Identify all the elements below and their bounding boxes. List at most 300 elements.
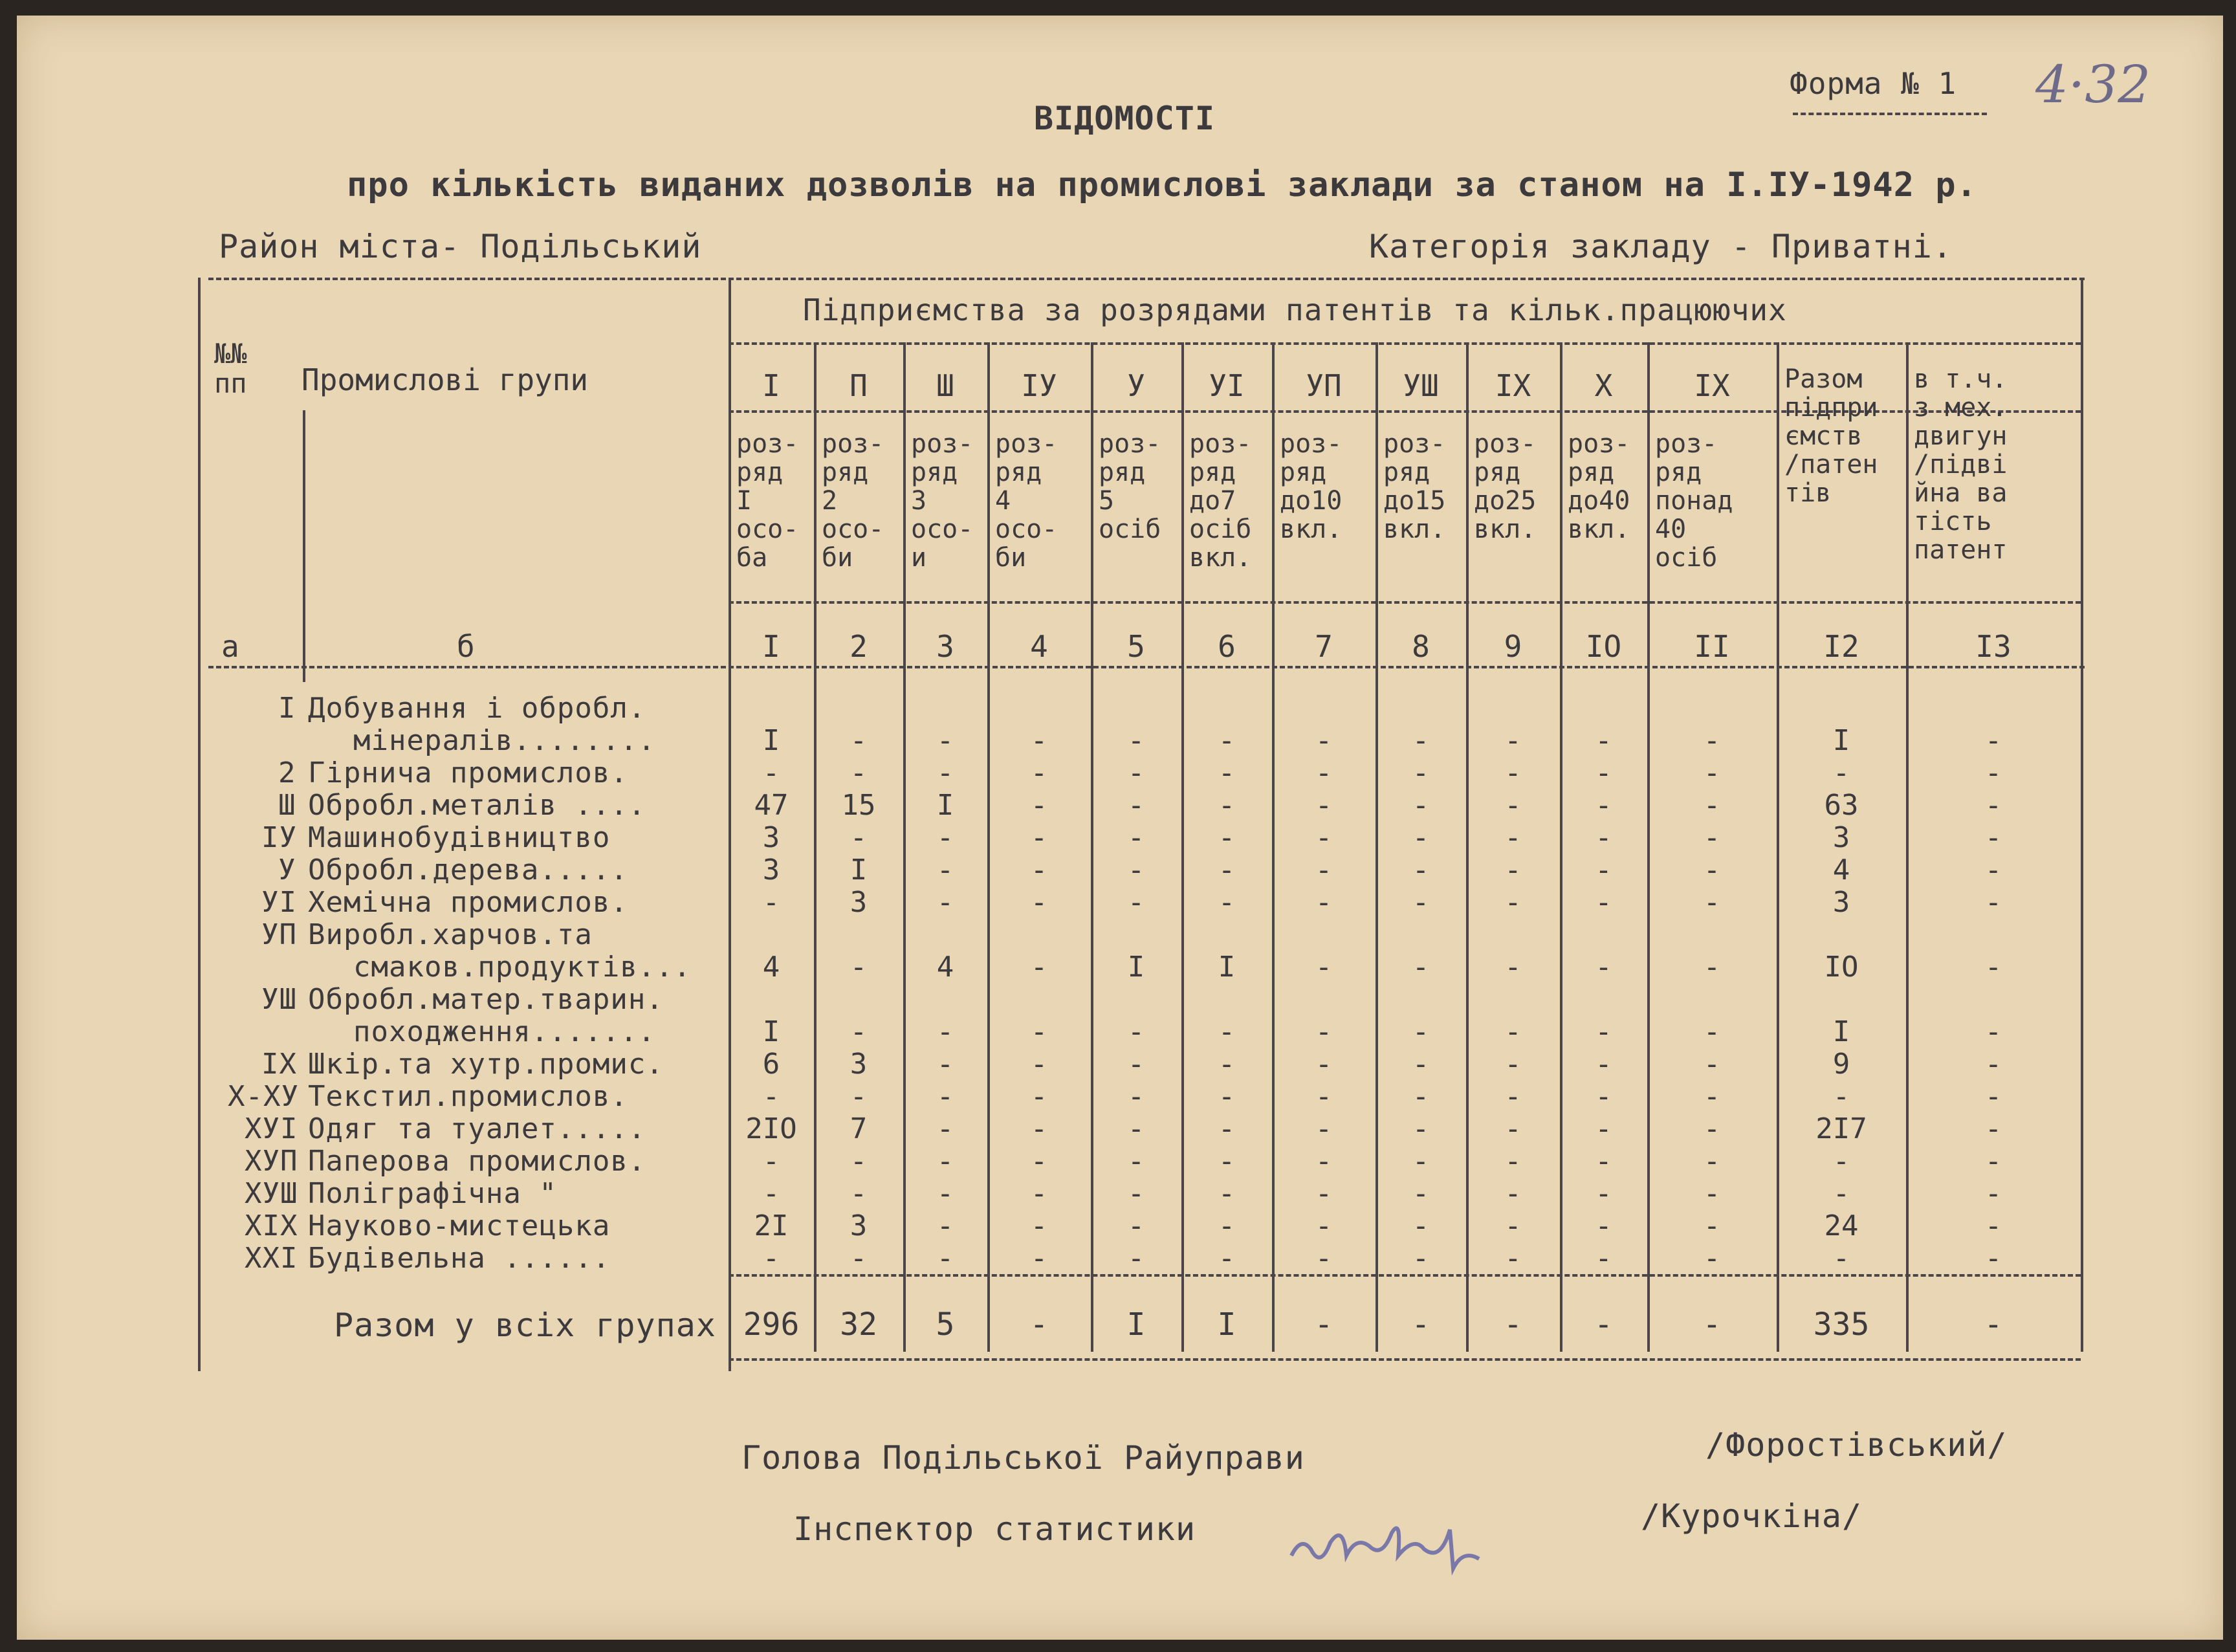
row-value: 4 bbox=[762, 951, 780, 984]
row-value: - bbox=[762, 886, 780, 919]
row-group-name: Обробл.дерева..... bbox=[308, 854, 628, 887]
row-value: I bbox=[762, 1015, 780, 1048]
row-value: - bbox=[1703, 1145, 1721, 1178]
rank-subheader-7: роз- ряд до10 вкл. bbox=[1280, 429, 1343, 544]
row-value: - bbox=[1504, 1242, 1522, 1275]
roman-rank-4: IУ bbox=[1021, 368, 1057, 403]
totals-value: 32 bbox=[840, 1306, 877, 1343]
row-value: - bbox=[1030, 886, 1048, 919]
row-value: - bbox=[1504, 789, 1522, 822]
row-value: - bbox=[762, 756, 780, 789]
form-number-underline bbox=[1793, 113, 1987, 115]
row-value: - bbox=[936, 724, 954, 757]
row-value: 47 bbox=[754, 789, 789, 822]
row-group-name: мінералів........ bbox=[353, 724, 656, 757]
row-value: - bbox=[1127, 821, 1145, 854]
row-value: - bbox=[1412, 1177, 1430, 1210]
rank-subheader-1: роз- ряд I осо- ба bbox=[736, 429, 799, 573]
row-value: - bbox=[1127, 1145, 1145, 1178]
row-value: - bbox=[1218, 724, 1236, 757]
row-value: - bbox=[1832, 1145, 1850, 1178]
totals-value: - bbox=[1702, 1306, 1722, 1343]
row-value: - bbox=[1595, 1048, 1612, 1081]
row-value: I bbox=[1127, 951, 1145, 984]
row-number: УI bbox=[261, 886, 297, 919]
number-header: №№ пп bbox=[214, 338, 247, 399]
row-number: X-XУ bbox=[228, 1080, 299, 1113]
archive-mark: 4·32 bbox=[2035, 54, 2151, 115]
roman-rank-8: УШ bbox=[1403, 368, 1439, 403]
row-group-name: Машинобудівництво bbox=[308, 821, 611, 854]
column-divider bbox=[987, 342, 990, 1352]
rank-subheader-2: роз- ряд 2 осо- би bbox=[822, 429, 884, 573]
total-header: Разом підпри ємств /патен тів bbox=[1784, 364, 1878, 508]
column-divider bbox=[1906, 342, 1909, 1352]
row-value: 24 bbox=[1824, 1209, 1859, 1242]
form-number: Форма № 1 bbox=[1790, 66, 1957, 101]
row-value: - bbox=[1595, 951, 1612, 984]
row-value: - bbox=[1218, 1112, 1236, 1145]
row-value: - bbox=[1595, 854, 1612, 887]
row-value: - bbox=[1832, 1242, 1850, 1275]
row-value: - bbox=[1412, 724, 1430, 757]
row-group-name: Обробл.металів .... bbox=[308, 789, 646, 822]
column-number-3: 3 bbox=[936, 629, 954, 664]
row-value: - bbox=[1595, 1177, 1612, 1210]
row-value: - bbox=[762, 1177, 780, 1210]
rank-subheader-11: роз- ряд понад 40 осіб bbox=[1655, 429, 1733, 573]
row-value: - bbox=[1315, 789, 1333, 822]
row-value: - bbox=[1412, 886, 1430, 919]
row-group-name: Паперова промислов. bbox=[308, 1145, 646, 1178]
column-number-13: I3 bbox=[1975, 629, 2011, 664]
row-value: - bbox=[1030, 1015, 1048, 1048]
row-value: - bbox=[936, 1048, 954, 1081]
row-value: - bbox=[1127, 1015, 1145, 1048]
roman-rank-5: У bbox=[1127, 368, 1145, 403]
row-value: I bbox=[849, 854, 868, 887]
row-value: - bbox=[1127, 1177, 1145, 1210]
row-number: УП bbox=[261, 918, 297, 951]
document-subtitle: про кількість виданих дозволів на промислові заклади за станом на I.IУ-1942 р. bbox=[347, 166, 1977, 204]
row-value: - bbox=[1030, 724, 1048, 757]
row-value: - bbox=[849, 756, 868, 789]
row-value: - bbox=[1703, 821, 1721, 854]
row-value: - bbox=[1703, 756, 1721, 789]
totals-value: 5 bbox=[936, 1306, 955, 1343]
row-value: - bbox=[1832, 1177, 1850, 1210]
row-value: - bbox=[1218, 1080, 1236, 1113]
row-value: - bbox=[1315, 1080, 1333, 1113]
row-value: - bbox=[1412, 1048, 1430, 1081]
row-value: - bbox=[1127, 1209, 1145, 1242]
row-value: - bbox=[1218, 854, 1236, 887]
rank-subheader-6: роз- ряд до7 осіб вкл. bbox=[1189, 429, 1252, 573]
column-divider bbox=[1181, 342, 1184, 1352]
row-value: - bbox=[1984, 1177, 2002, 1210]
row-value: - bbox=[1703, 1242, 1721, 1275]
row-number: XIX bbox=[245, 1209, 298, 1242]
super-header-rule bbox=[729, 342, 2081, 345]
row-group-name: Добування і обробл. bbox=[308, 692, 646, 725]
row-value: - bbox=[936, 1209, 954, 1242]
roman-row-rule bbox=[729, 410, 2081, 413]
row-value: - bbox=[1412, 1242, 1430, 1275]
row-value: - bbox=[1315, 854, 1333, 887]
row-value: - bbox=[1703, 886, 1721, 919]
col-b-divider bbox=[729, 278, 731, 1371]
row-value: - bbox=[1127, 789, 1145, 822]
row-value: - bbox=[1127, 886, 1145, 919]
row-value: - bbox=[1984, 854, 2002, 887]
row-value: 3 bbox=[1832, 886, 1850, 919]
column-divider bbox=[1091, 342, 1093, 1352]
row-number: 2 bbox=[278, 756, 296, 789]
row-value: 7 bbox=[849, 1112, 868, 1145]
row-value: - bbox=[936, 886, 954, 919]
row-value: - bbox=[1030, 1209, 1048, 1242]
column-number-7: 7 bbox=[1315, 629, 1333, 664]
row-value: - bbox=[1218, 756, 1236, 789]
row-value: - bbox=[1595, 789, 1612, 822]
row-value: - bbox=[1218, 1209, 1236, 1242]
totals-value: - bbox=[1504, 1306, 1522, 1343]
row-value: - bbox=[762, 1145, 780, 1178]
row-number: XУI bbox=[245, 1112, 298, 1145]
row-value: - bbox=[1412, 1112, 1430, 1145]
row-value: - bbox=[1030, 756, 1048, 789]
row-value: - bbox=[1315, 1112, 1333, 1145]
col-a-divider bbox=[303, 410, 305, 682]
row-value: - bbox=[1504, 821, 1522, 854]
row-value: - bbox=[1984, 1209, 2002, 1242]
row-value: - bbox=[1984, 821, 2002, 854]
totals-bottom-rule bbox=[729, 1358, 2081, 1361]
roman-rank-2: П bbox=[849, 368, 868, 403]
row-number: IУ bbox=[261, 821, 297, 854]
row-value: - bbox=[1315, 821, 1333, 854]
row-value: I bbox=[936, 789, 954, 822]
column-number-9: 9 bbox=[1504, 629, 1522, 664]
row-value: - bbox=[936, 1242, 954, 1275]
totals-value: I bbox=[1217, 1306, 1236, 1343]
row-value: - bbox=[1984, 1112, 2002, 1145]
head-title: Голова Подільської Райуправи bbox=[741, 1439, 1305, 1477]
row-value: - bbox=[1504, 1177, 1522, 1210]
rank-subheader-5: роз- ряд 5 осіб bbox=[1099, 429, 1161, 544]
row-number: XУШ bbox=[245, 1177, 298, 1210]
row-value: - bbox=[1412, 1209, 1430, 1242]
roman-rank-7: УП bbox=[1306, 368, 1342, 403]
rank-subheader-10: роз- ряд до40 вкл. bbox=[1568, 429, 1630, 544]
row-value: - bbox=[849, 1177, 868, 1210]
row-value: - bbox=[1412, 854, 1430, 887]
row-value: - bbox=[1703, 1080, 1721, 1113]
row-value: - bbox=[1504, 724, 1522, 757]
row-value: - bbox=[1412, 951, 1430, 984]
row-value: - bbox=[1030, 821, 1048, 854]
column-divider bbox=[1560, 342, 1562, 1352]
row-value: - bbox=[1595, 724, 1612, 757]
row-value: - bbox=[1315, 1209, 1333, 1242]
row-value: - bbox=[1030, 951, 1048, 984]
totals-value: - bbox=[1984, 1306, 2003, 1343]
column-divider bbox=[1376, 342, 1378, 1352]
group-header: Промислові групи bbox=[301, 362, 589, 397]
row-value: - bbox=[1218, 1015, 1236, 1048]
row-value: I bbox=[1218, 951, 1236, 984]
totals-value: - bbox=[1314, 1306, 1333, 1343]
row-value: 9 bbox=[1832, 1048, 1850, 1081]
row-value: 3 bbox=[849, 886, 868, 919]
column-number-10: IO bbox=[1585, 629, 1622, 664]
row-value: - bbox=[1595, 1145, 1612, 1178]
rank-subheader-3: роз- ряд 3 осо- и bbox=[911, 429, 974, 573]
totals-value: - bbox=[1411, 1306, 1430, 1343]
roman-rank-9: IX bbox=[1495, 368, 1531, 403]
row-value: - bbox=[1984, 951, 2002, 984]
totals-label: Разом у всіх групах bbox=[334, 1306, 716, 1344]
row-number: Ш bbox=[278, 789, 296, 822]
row-value: - bbox=[1984, 886, 2002, 919]
row-value: - bbox=[1127, 1048, 1145, 1081]
row-value: - bbox=[1218, 789, 1236, 822]
row-value: - bbox=[1218, 886, 1236, 919]
table-left-border bbox=[198, 278, 201, 1371]
row-value: - bbox=[1412, 1080, 1430, 1113]
row-number: IX bbox=[261, 1048, 297, 1081]
row-group-name: Будівельна ...... bbox=[308, 1242, 611, 1275]
row-value: - bbox=[1315, 1177, 1333, 1210]
row-value: - bbox=[936, 1080, 954, 1113]
row-value: 2I bbox=[754, 1209, 789, 1242]
mechanical-header: в т.ч. з мех. двигун /підві йна ва тість патент bbox=[1914, 364, 2008, 565]
row-value: - bbox=[1315, 1015, 1333, 1048]
category-label: Категорія закладу - Приватні. bbox=[1369, 228, 1953, 265]
row-value: - bbox=[936, 1145, 954, 1178]
roman-rank-1: I bbox=[762, 368, 780, 403]
row-group-name: Науково-мистецька bbox=[308, 1209, 611, 1242]
totals-value: - bbox=[1594, 1306, 1613, 1343]
row-value: - bbox=[1984, 789, 2002, 822]
row-value: IO bbox=[1824, 951, 1859, 984]
row-value: - bbox=[1703, 1112, 1721, 1145]
row-value: - bbox=[849, 1080, 868, 1113]
roman-rank-10: X bbox=[1594, 368, 1613, 403]
row-value: - bbox=[1127, 756, 1145, 789]
row-value: - bbox=[1030, 854, 1048, 887]
row-value: - bbox=[1984, 724, 2002, 757]
column-number-5: 5 bbox=[1127, 629, 1145, 664]
head-name: /Форостівський/ bbox=[1705, 1426, 2008, 1464]
inspector-signature bbox=[1285, 1497, 1492, 1588]
row-value: - bbox=[1984, 1145, 2002, 1178]
column-divider bbox=[814, 342, 817, 1352]
column-number-4: 4 bbox=[1030, 629, 1048, 664]
row-value: - bbox=[1504, 854, 1522, 887]
row-value: - bbox=[849, 1242, 868, 1275]
row-value: I bbox=[1832, 1015, 1850, 1048]
row-value: - bbox=[1595, 1209, 1612, 1242]
row-value: - bbox=[1595, 756, 1612, 789]
row-group-name: Обробл.матер.тварин. bbox=[308, 983, 664, 1016]
row-value: - bbox=[1030, 1145, 1048, 1178]
row-value: - bbox=[1030, 1242, 1048, 1275]
row-value: - bbox=[1703, 724, 1721, 757]
row-value: - bbox=[1218, 821, 1236, 854]
row-value: - bbox=[936, 1112, 954, 1145]
totals-value: 335 bbox=[1813, 1306, 1870, 1343]
totals-value: - bbox=[1029, 1306, 1049, 1343]
district-label: Район міста- Подільський bbox=[219, 228, 702, 265]
row-value: - bbox=[1504, 756, 1522, 789]
row-number: XУП bbox=[245, 1145, 298, 1178]
row-value: - bbox=[1030, 1048, 1048, 1081]
row-value: 2I7 bbox=[1815, 1112, 1867, 1145]
row-value: - bbox=[1030, 1080, 1048, 1113]
row-value: - bbox=[1504, 1145, 1522, 1178]
row-value: - bbox=[1315, 724, 1333, 757]
rank-subheader-9: роз- ряд до25 вкл. bbox=[1474, 429, 1537, 544]
rank-subheader-8: роз- ряд до15 вкл. bbox=[1383, 429, 1446, 544]
row-value: 4 bbox=[936, 951, 954, 984]
row-value: 4 bbox=[1832, 854, 1850, 887]
row-value: - bbox=[1703, 854, 1721, 887]
row-value: - bbox=[936, 854, 954, 887]
row-value: - bbox=[1595, 1242, 1612, 1275]
row-value: - bbox=[1127, 1112, 1145, 1145]
row-value: - bbox=[1703, 1177, 1721, 1210]
row-value: - bbox=[1127, 724, 1145, 757]
totals-top-rule bbox=[729, 1274, 2081, 1277]
row-value: - bbox=[1984, 1080, 2002, 1113]
roman-rank-6: УI bbox=[1209, 368, 1245, 403]
row-value: - bbox=[1504, 1209, 1522, 1242]
column-number-6: 6 bbox=[1218, 629, 1236, 664]
row-value: 3 bbox=[849, 1048, 868, 1081]
row-value: - bbox=[1030, 789, 1048, 822]
row-group-name: Шкір.та хутр.промис. bbox=[308, 1048, 664, 1081]
totals-value: I bbox=[1126, 1306, 1146, 1343]
row-value: - bbox=[849, 1145, 868, 1178]
column-number-12: I2 bbox=[1823, 629, 1859, 664]
row-value: - bbox=[1504, 1112, 1522, 1145]
row-value: - bbox=[1984, 756, 2002, 789]
row-value: - bbox=[1315, 756, 1333, 789]
row-value: - bbox=[762, 1080, 780, 1113]
row-value: - bbox=[1315, 951, 1333, 984]
row-value: - bbox=[1703, 1015, 1721, 1048]
roman-rank-11: IX bbox=[1694, 368, 1730, 403]
row-value: - bbox=[1412, 1145, 1430, 1178]
row-value: 63 bbox=[1824, 789, 1859, 822]
row-value: - bbox=[762, 1242, 780, 1275]
row-value: - bbox=[1504, 1080, 1522, 1113]
column-number-1: I bbox=[762, 629, 780, 664]
column-number-11: II bbox=[1694, 629, 1730, 664]
row-value: - bbox=[1127, 1080, 1145, 1113]
row-value: 3 bbox=[1832, 821, 1850, 854]
row-value: - bbox=[1127, 1242, 1145, 1275]
row-value: - bbox=[936, 821, 954, 854]
row-value: - bbox=[1315, 1242, 1333, 1275]
column-divider bbox=[1272, 342, 1275, 1352]
row-value: - bbox=[1595, 1112, 1612, 1145]
row-number: I bbox=[278, 692, 296, 725]
row-value: - bbox=[1984, 1242, 2002, 1275]
row-value: - bbox=[1504, 1048, 1522, 1081]
row-value: - bbox=[1595, 1015, 1612, 1048]
row-value: - bbox=[1504, 1015, 1522, 1048]
column-number-2: 2 bbox=[849, 629, 868, 664]
row-value: - bbox=[936, 1015, 954, 1048]
row-value: - bbox=[1595, 886, 1612, 919]
row-value: 3 bbox=[849, 1209, 868, 1242]
row-value: - bbox=[1412, 1015, 1430, 1048]
row-value: - bbox=[1315, 1145, 1333, 1178]
row-value: 2IO bbox=[745, 1112, 797, 1145]
row-value: 3 bbox=[762, 854, 780, 887]
row-value: - bbox=[1412, 756, 1430, 789]
row-value: - bbox=[1218, 1242, 1236, 1275]
column-number-8: 8 bbox=[1412, 629, 1430, 664]
row-value: - bbox=[1703, 1209, 1721, 1242]
column-divider bbox=[1647, 342, 1650, 1352]
row-group-name: Поліграфічна " bbox=[308, 1177, 557, 1210]
column-divider bbox=[1777, 342, 1779, 1352]
row-number: УШ bbox=[261, 983, 297, 1016]
row-value: - bbox=[1315, 886, 1333, 919]
row-value: - bbox=[1030, 1112, 1048, 1145]
column-b-label: б bbox=[457, 629, 476, 664]
row-value: - bbox=[1218, 1145, 1236, 1178]
row-value: - bbox=[1030, 1177, 1048, 1210]
row-group-name: Хемічна промислов. bbox=[308, 886, 628, 919]
row-value: - bbox=[1504, 951, 1522, 984]
row-value: - bbox=[1832, 1080, 1850, 1113]
row-value: 6 bbox=[762, 1048, 780, 1081]
row-group-name: Гірнича промислов. bbox=[308, 756, 628, 789]
row-value: I bbox=[1832, 724, 1850, 757]
super-header: Підприємства за розрядами патентів та кільк.працюючих bbox=[803, 292, 1787, 327]
row-number: XXI bbox=[245, 1242, 298, 1275]
row-value: 3 bbox=[762, 821, 780, 854]
row-value: - bbox=[849, 724, 868, 757]
row-value: - bbox=[1703, 951, 1721, 984]
table-top-rule bbox=[208, 278, 2085, 280]
column-divider bbox=[903, 342, 906, 1352]
row-group-name: Одяг та туалет..... bbox=[308, 1112, 646, 1145]
row-group-name: Текстил.промислов. bbox=[308, 1080, 628, 1113]
row-value: - bbox=[849, 1015, 868, 1048]
row-value: - bbox=[1218, 1177, 1236, 1210]
row-value: - bbox=[849, 821, 868, 854]
table-right-border bbox=[2081, 278, 2083, 1352]
row-value: 15 bbox=[841, 789, 876, 822]
inspector-name: /Курочкіна/ bbox=[1641, 1497, 1863, 1535]
header-bottom-rule bbox=[208, 666, 2085, 668]
document-title: ВІДОМОСТІ bbox=[1034, 100, 1215, 137]
row-value: - bbox=[1412, 789, 1430, 822]
row-value: - bbox=[849, 951, 868, 984]
row-value: - bbox=[1412, 821, 1430, 854]
row-value: - bbox=[1218, 1048, 1236, 1081]
row-value: - bbox=[1703, 789, 1721, 822]
row-value: - bbox=[1703, 1048, 1721, 1081]
row-value: - bbox=[1504, 886, 1522, 919]
row-value: - bbox=[1595, 821, 1612, 854]
subheader-rule bbox=[729, 601, 2081, 604]
